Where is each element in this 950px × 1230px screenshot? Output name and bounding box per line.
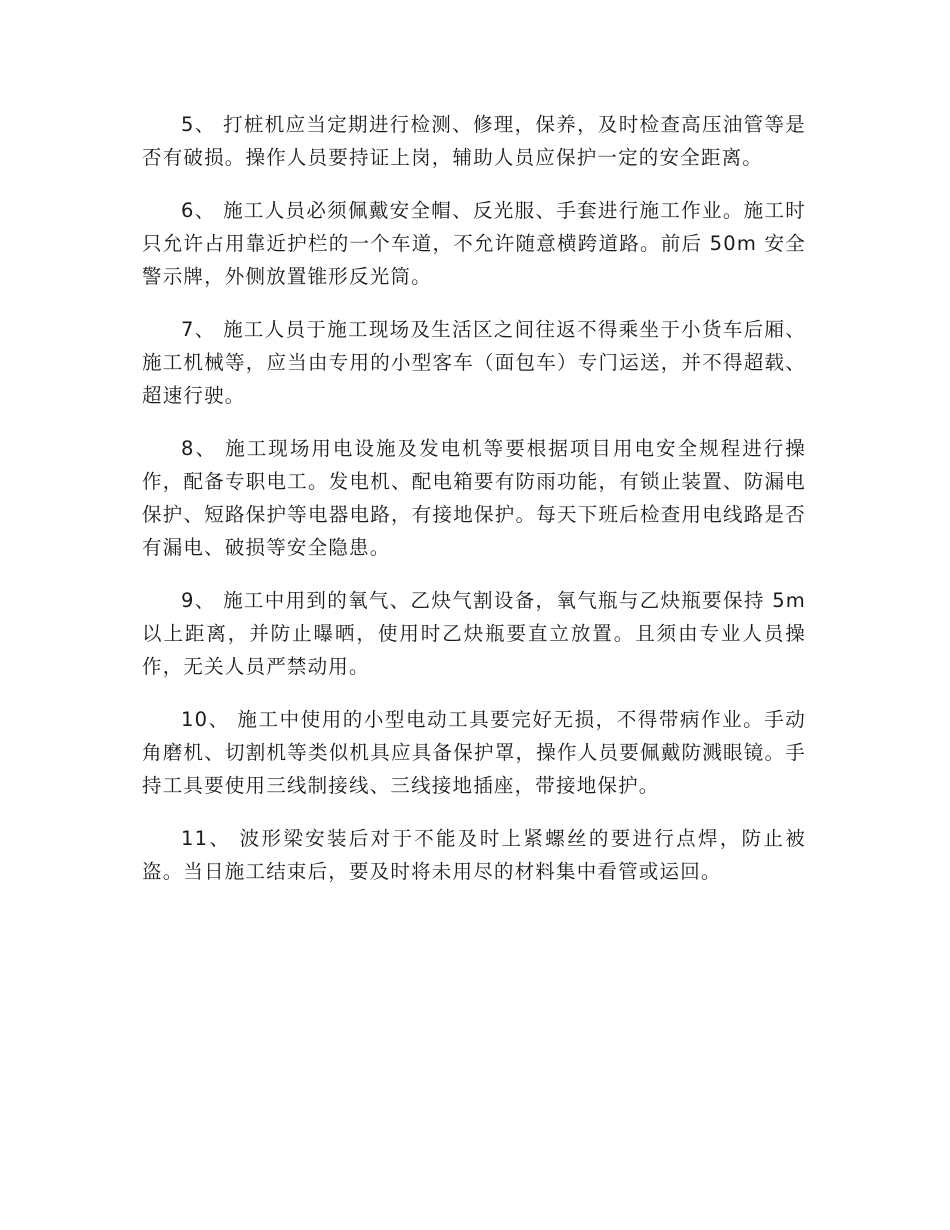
paragraph-item-8: 8、 施工现场用电设施及发电机等要根据项目用电安全规程进行操作，配备专职电工。发电机、配电箱要有防雨功能，有锁止装置、防漏电保护、短路保护等电器电路，有接地保护。每天下班后检查用电线路是否有漏电、破损等安全隐患。 [142,437,806,559]
paragraph-item-10: 10、 施工中使用的小型电动工具要完好无损，不得带病作业。手动角磨机、切割机等类似机具应具备保护罩，操作人员要佩戴防溅眼镜。手持工具要使用三线制接线、三线接地插座，带接地保护。 [142,708,806,797]
paragraph-item-9: 9、 施工中用到的氧气、乙炔气割设备，氧气瓶与乙炔瓶要保持 5m 以上距离，并防止曝晒，使用时乙炔瓶要直立放置。且须由专业人员操作，无关人员严禁动用。 [142,589,806,678]
paragraph-item-11: 11、 波形梁安装后对于不能及时上紧螺丝的要进行点焊，防止被盗。当日施工结束后，要及时将未用尽的材料集中看管或运回。 [142,827,806,883]
paragraph-item-7: 7、 施工人员于施工现场及生活区之间往返不得乘坐于小货车后厢、施工机械等，应当由专用的小型客车（面包车）专门运送，并不得超载、超速行驶。 [142,318,806,407]
paragraph-item-5: 5、 打桩机应当定期进行检测、修理，保养，及时检查高压油管等是否有破损。操作人员要持证上岗，辅助人员应保护一定的安全距离。 [142,113,806,169]
document-body [142,108,806,908]
paragraph-item-6: 6、 施工人员必须佩戴安全帽、反光服、手套进行施工作业。施工时只允许占用靠近护栏的一个车道，不允许随意横跨道路。前后 50m 安全警示牌，外侧放置锥形反光筒。 [142,199,806,288]
